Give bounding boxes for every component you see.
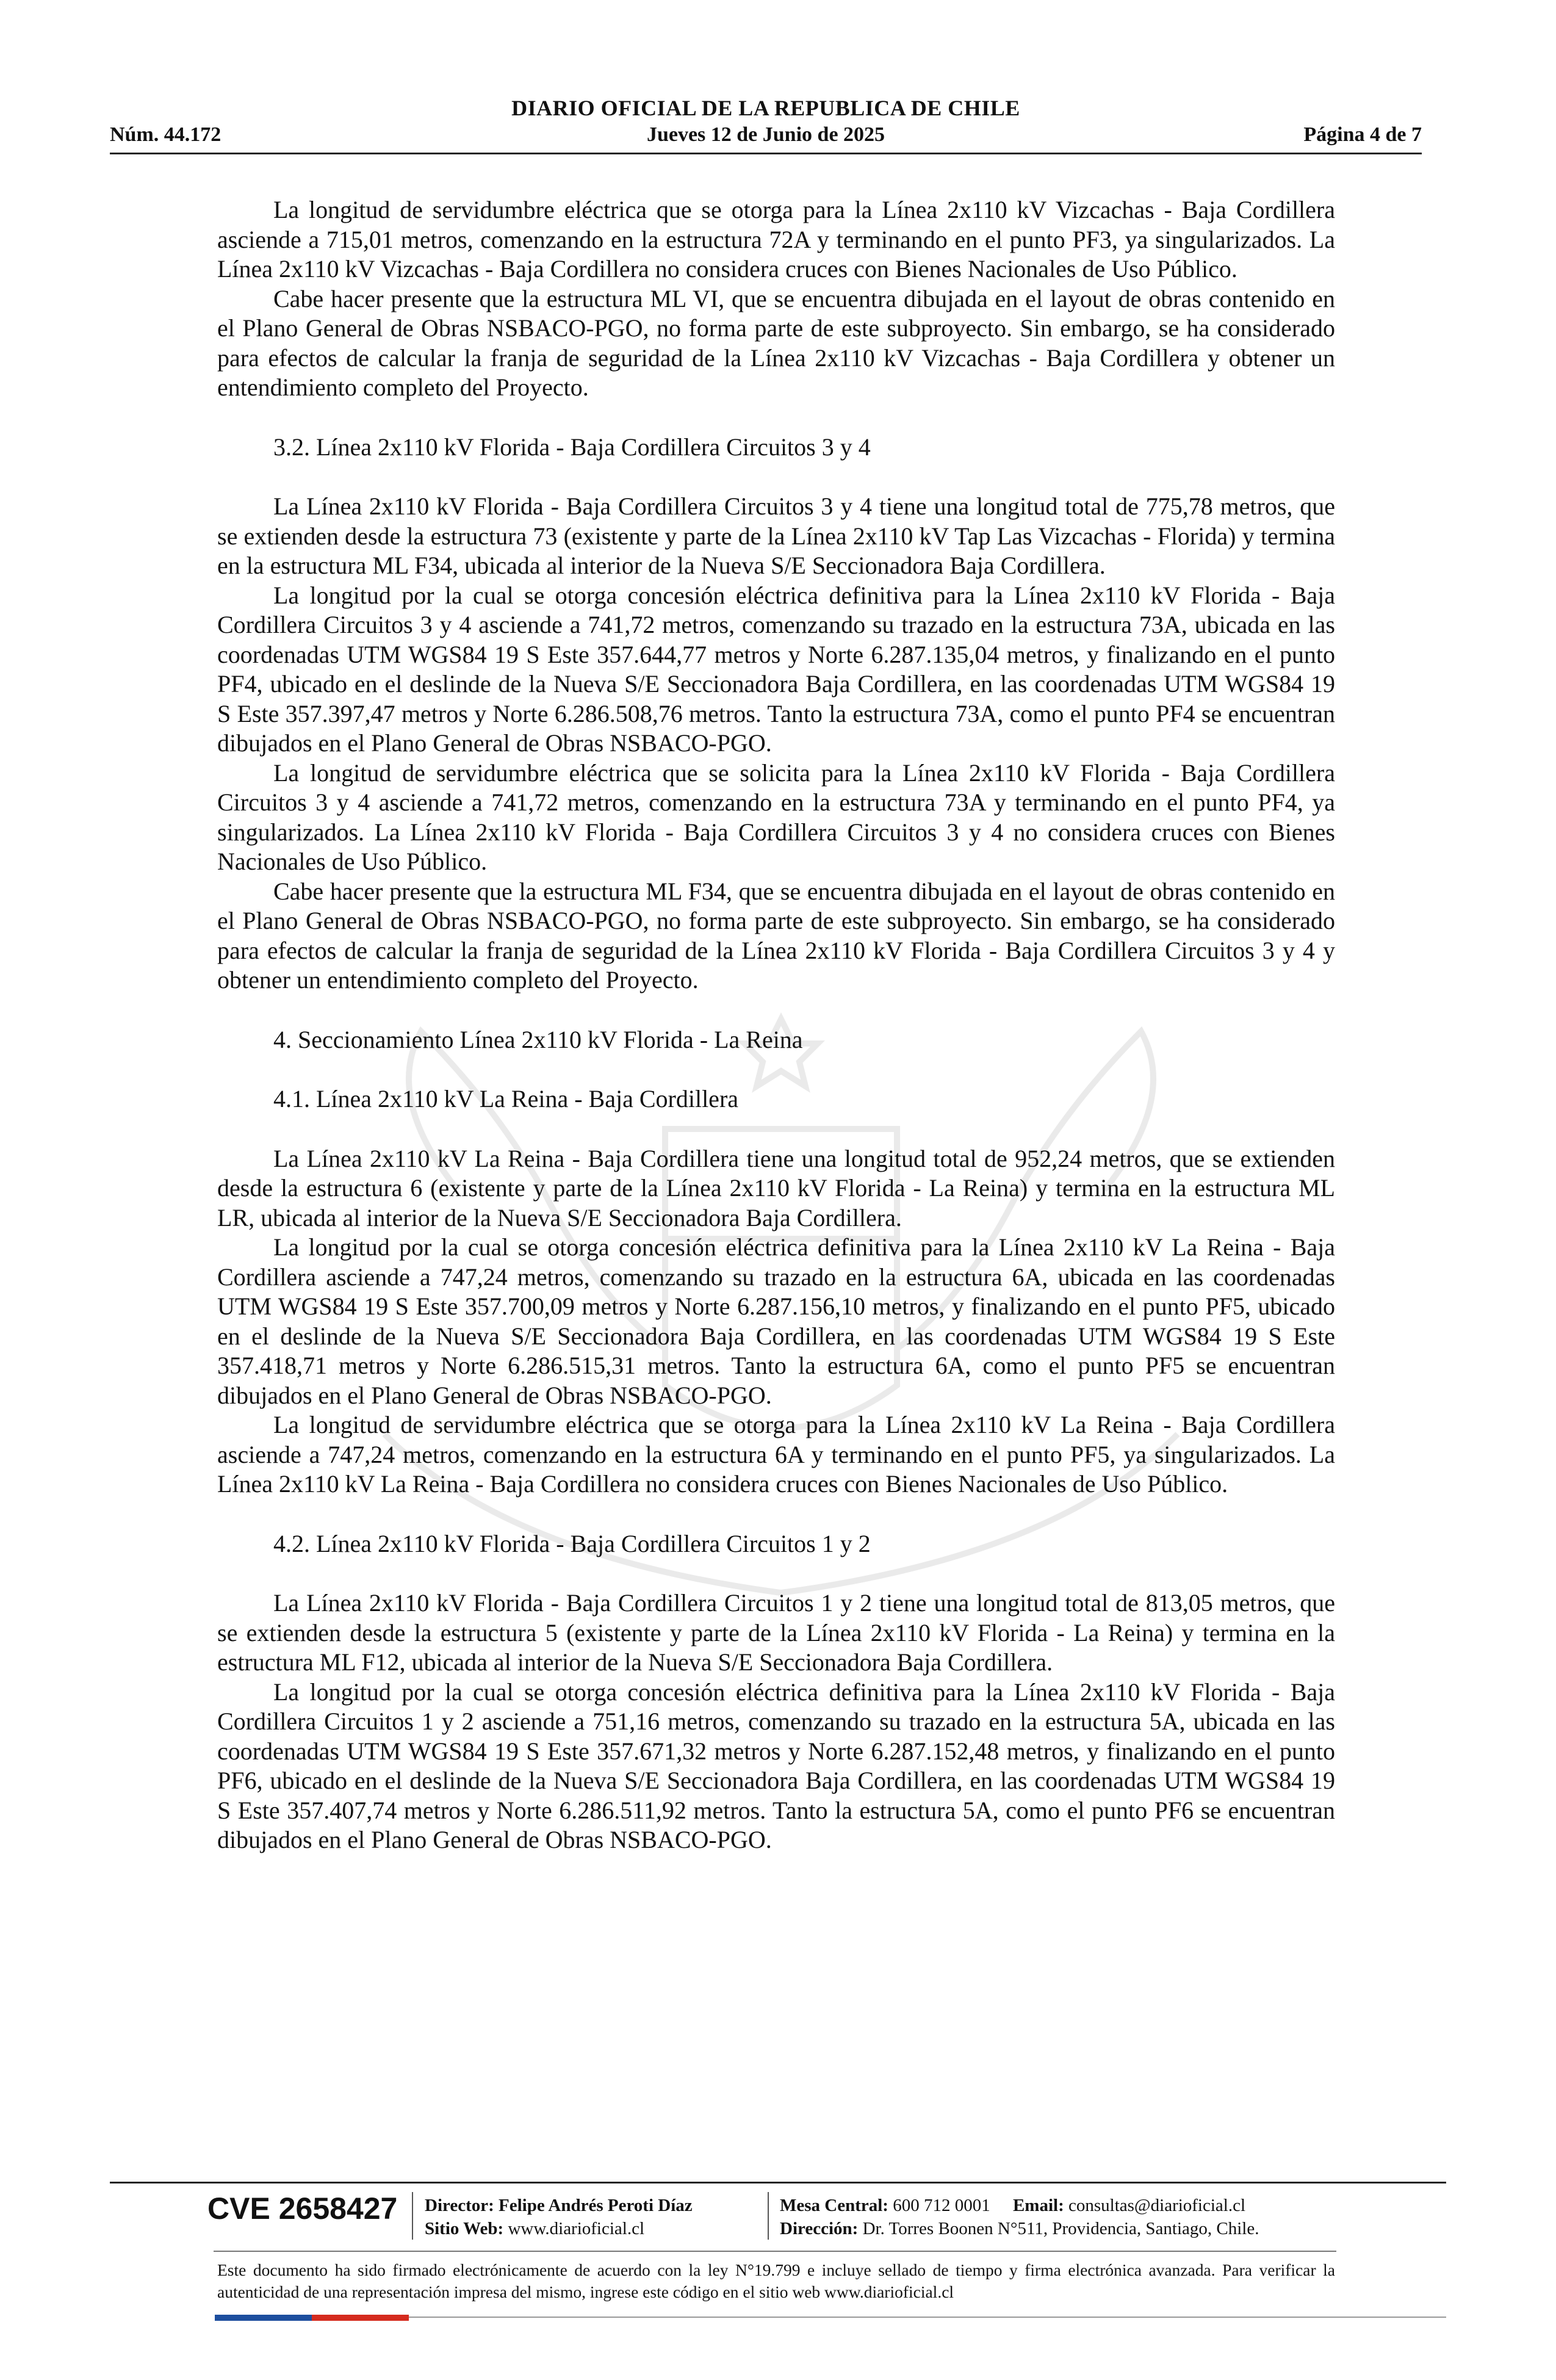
mesa-phone: 600 712 0001 (893, 2196, 990, 2215)
paragraph: Cabe hacer presente que la estructura ML VI, que se encuentra dibujada en el layout de obras contenido en el Plano General de Obras NSBACO-PGO, no forma parte de este subproyecto. Sin embargo, se ha considerado para efectos de calcular la franja de seguridad de la Línea 2x110 kV Vizcachas - Baja Cordillera y obtener un entendimiento completo del Proyecto. (217, 284, 1335, 401)
issue-number: Núm. 44.172 (110, 123, 222, 146)
document-body (217, 195, 1335, 1855)
section-heading-4-2: 4.2. Línea 2x110 kV Florida - Baja Cordillera Circuitos 1 y 2 (273, 1529, 871, 1557)
footer-divider (110, 2182, 1446, 2183)
page-header (110, 92, 1422, 154)
paragraph: La Línea 2x110 kV Florida - Baja Cordillera Circuitos 1 y 2 tiene una longitud total de 813,05 metros, que se extienden desde la estructura 5 (existente y parte de la Línea 2x110 kV Florida - La Reina) y termina en la estructura ML F12, ubicada al interior de la Nueva S/E Seccionadora Baja Cordillera. (217, 1589, 1335, 1676)
footer-divider (214, 2251, 1336, 2252)
section-heading-3-2: 3.2. Línea 2x110 kV Florida - Baja Cordillera Circuitos 3 y 4 (273, 433, 871, 461)
paragraph: La longitud por la cual se otorga concesión eléctrica definitiva para la Línea 2x110 kV Florida - Baja Cordillera Circuitos 1 y 2 asciende a 751,16 metros, comenzando su trazado en la estructura 5A, ubicada en las coordenadas UTM WGS84 19 S Este 357.671,32 metros y Norte 6.287.152,48 metros, y finalizando en el punto PF6, ubicado en el deslinde de la Nueva S/E Seccionadora Baja Cordillera, en las coordenadas UTM WGS84 19 S Este 357.407,74 metros y Norte 6.286.511,92 metros. Tanto la estructura 5A, como el punto PF6 se encuentran dibujados en el Plano General de Obras NSBACO-PGO. (217, 1678, 1335, 1853)
cve-code: CVE 2658427 (207, 2191, 398, 2226)
paragraph: La longitud por la cual se otorga concesión eléctrica definitiva para la Línea 2x110 kV Florida - Baja Cordillera Circuitos 3 y 4 asciende a 741,72 metros, comenzando su trazado en la estructura 73A, ubicada en las coordenadas UTM WGS84 19 S Este 357.644,77 metros y Norte 6.287.135,04 metros, y finalizando en el punto PF4, ubicado en el deslinde de la Nueva S/E Seccionadora Baja Cordillera, en las coordenadas UTM WGS84 19 S Este 357.397,47 metros y Norte 6.286.508,76 metros. Tanto la estructura 73A, como el punto PF4 se encuentran dibujados en el Plano General de Obras NSBACO-PGO. (217, 581, 1335, 757)
section-heading-4: 4. Seccionamiento Línea 2x110 kV Florida - La Reina (273, 1025, 803, 1053)
publication-title: DIARIO OFICIAL DE LA REPUBLICA DE CHILE (511, 96, 1020, 120)
footer-separator (768, 2192, 769, 2240)
address-value: Dr. Torres Boonen N°511, Providencia, Santiago, Chile. (862, 2219, 1259, 2238)
footer-director-block (425, 2194, 693, 2240)
flag-red-segment (312, 2315, 409, 2321)
paragraph: La longitud de servidumbre eléctrica que se solicita para la Línea 2x110 kV Florida - Baja Cordillera Circuitos 3 y 4 asciende a 741,72 metros, comenzando en la estructura 73A y terminando en el punto PF4, ya singularizados. La Línea 2x110 kV Florida - Baja Cordillera Circuitos 3 y 4 no considera cruces con Bienes Nacionales de Uso Público. (217, 759, 1335, 875)
signature-note: Este documento ha sido firmado electrónicamente de acuerdo con la ley N°19.799 e incluye sellado de tiempo y firma electrónica avanzada. Para verificar la autenticidad de una representación impresa del mismo, ingrese este código en el sitio web www.diarioficial.cl (217, 2260, 1335, 2301)
email-label: Email: (1012, 2196, 1064, 2215)
section-heading-4-1: 4.1. Línea 2x110 kV La Reina - Baja Cordillera (273, 1085, 739, 1112)
paragraph: La longitud por la cual se otorga concesión eléctrica definitiva para la Línea 2x110 kV La Reina - Baja Cordillera asciende a 747,24 metros, comenzando su trazado en la estructura 6A, ubicada en las coordenadas UTM WGS84 19 S Este 357.700,09 metros y Norte 6.287.156,10 metros, y finalizando en el punto PF5, ubicado en el deslinde de la Nueva S/E Seccionadora Baja Cordillera, en las coordenadas UTM WGS84 19 S Este 357.418,71 metros y Norte 6.286.515,31 metros. Tanto la estructura 6A, como el punto PF5 se encuentran dibujados en el Plano General de Obras NSBACO-PGO. (217, 1233, 1335, 1409)
mesa-label: Mesa Central: (780, 2196, 888, 2215)
website-label: Sitio Web: (425, 2219, 504, 2238)
director-name: Felipe Andrés Peroti Díaz (499, 2196, 693, 2215)
director-label: Director: (425, 2196, 494, 2215)
paragraph: La longitud de servidumbre eléctrica que se otorga para la Línea 2x110 kV La Reina - Baja Cordillera asciende a 747,24 metros, comenzando en la estructura 6A y terminando en el punto PF5, ya singularizados. La Línea 2x110 kV La Reina - Baja Cordillera no considera cruces con Bienes Nacionales de Uso Público. (217, 1411, 1335, 1498)
paragraph: La Línea 2x110 kV Florida - Baja Cordillera Circuitos 3 y 4 tiene una longitud total de 775,78 metros, que se extienden desde la estructura 73 (existente y parte de la Línea 2x110 kV Tap Las Vizcachas - Florida) y termina en la estructura ML F34, ubicada al interior de la Nueva S/E Seccionadora Baja Cordillera. (217, 492, 1335, 579)
email-link[interactable]: consultas@diarioficial.cl (1068, 2196, 1246, 2215)
flag-color-bar (215, 2315, 409, 2321)
website-link[interactable]: www.diarioficial.cl (508, 2219, 645, 2238)
footer-contact-block (780, 2194, 1259, 2240)
paragraph: Cabe hacer presente que la estructura ML F34, que se encuentra dibujada en el layout de obras contenido en el Plano General de Obras NSBACO-PGO, no forma parte de este subproyecto. Sin embargo, se ha considerado para efectos de calcular la franja de seguridad de la Línea 2x110 kV Florida - Baja Cordillera Circuitos 3 y 4 y obtener un entendimiento completo del Proyecto. (217, 877, 1335, 993)
publication-date: Jueves 12 de Junio de 2025 (646, 123, 885, 146)
paragraph: La Línea 2x110 kV La Reina - Baja Cordillera tiene una longitud total de 952,24 metros, que se extienden desde la estructura 6 (existente y parte de la Línea 2x110 kV Florida - La Reina) y termina en la estructura ML LR, ubicada al interior de la Nueva S/E Seccionadora Baja Cordillera. (217, 1144, 1335, 1231)
flag-blue-segment (215, 2315, 312, 2321)
address-label: Dirección: (780, 2219, 859, 2238)
paragraph: La longitud de servidumbre eléctrica que se otorga para la Línea 2x110 kV Vizcachas - Baja Cordillera asciende a 715,01 metros, comenzando en la estructura 72A y terminando en el punto PF3, ya singularizados. La Línea 2x110 kV Vizcachas - Baja Cordillera no considera cruces con Bienes Nacionales de Uso Público. (217, 196, 1335, 283)
page-number: Página 4 de 7 (1303, 123, 1422, 146)
footer-separator (412, 2192, 413, 2240)
